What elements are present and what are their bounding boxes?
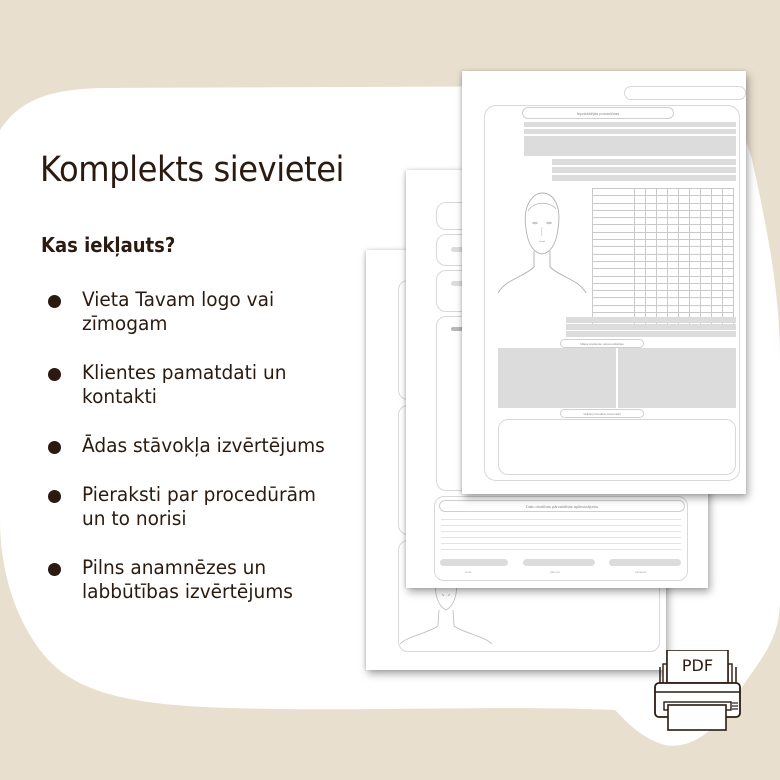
section-title-comments: Veiktā procedūra, komentāri <box>560 409 644 418</box>
preview-page-front <box>462 71 746 494</box>
bullet-icon <box>48 295 61 308</box>
feature-label: Vieta Tavam logo vai zīmogam <box>82 288 275 335</box>
page-title: Komplekts sievietei <box>40 150 345 190</box>
face-diagram-icon <box>494 189 589 309</box>
signature-field <box>523 559 595 566</box>
face-diagram-icon <box>396 580 496 652</box>
feature-item <box>48 434 358 458</box>
bullet-icon <box>48 563 61 576</box>
feature-item <box>48 361 358 409</box>
consent-section: Datu drošības pārvaldības apliecinājums vieta datums paraksts <box>434 496 688 581</box>
signature-field <box>609 559 681 566</box>
bullet-icon <box>48 441 61 454</box>
consent-title: Datu drošības pārvaldības apliecinājums <box>439 500 685 512</box>
recommendation-field <box>618 348 736 408</box>
bullet-icon <box>48 490 61 503</box>
signature-field <box>440 559 508 566</box>
section-subtitle: Kas iekļauts? <box>41 233 176 257</box>
skin-assessment-table <box>592 188 734 328</box>
section-title-recommendations: Mājas kopšanas rekomendācijas <box>560 339 644 348</box>
comments-field <box>498 419 736 475</box>
feature-label: Ādas stāvokļa izvērtējums <box>82 434 325 457</box>
feature-item <box>48 483 358 531</box>
feature-list <box>48 288 358 629</box>
feature-label: Klientes pamatdati un kontakti <box>82 361 287 408</box>
recommendation-field <box>498 348 616 408</box>
logo-placeholder <box>624 86 746 100</box>
feature-label: Pieraksti par procedūrām un to norisi <box>82 483 316 530</box>
bullet-icon <box>48 368 61 381</box>
feature-label: Pilns anamnēzes un labbūtības izvērtējums <box>82 556 293 603</box>
feature-item <box>48 556 358 604</box>
feature-item <box>48 288 358 336</box>
pdf-badge <box>650 650 745 735</box>
pdf-label: PDF <box>681 656 714 675</box>
section-title-procedures: Iepriekšējās procedūras <box>522 107 674 119</box>
